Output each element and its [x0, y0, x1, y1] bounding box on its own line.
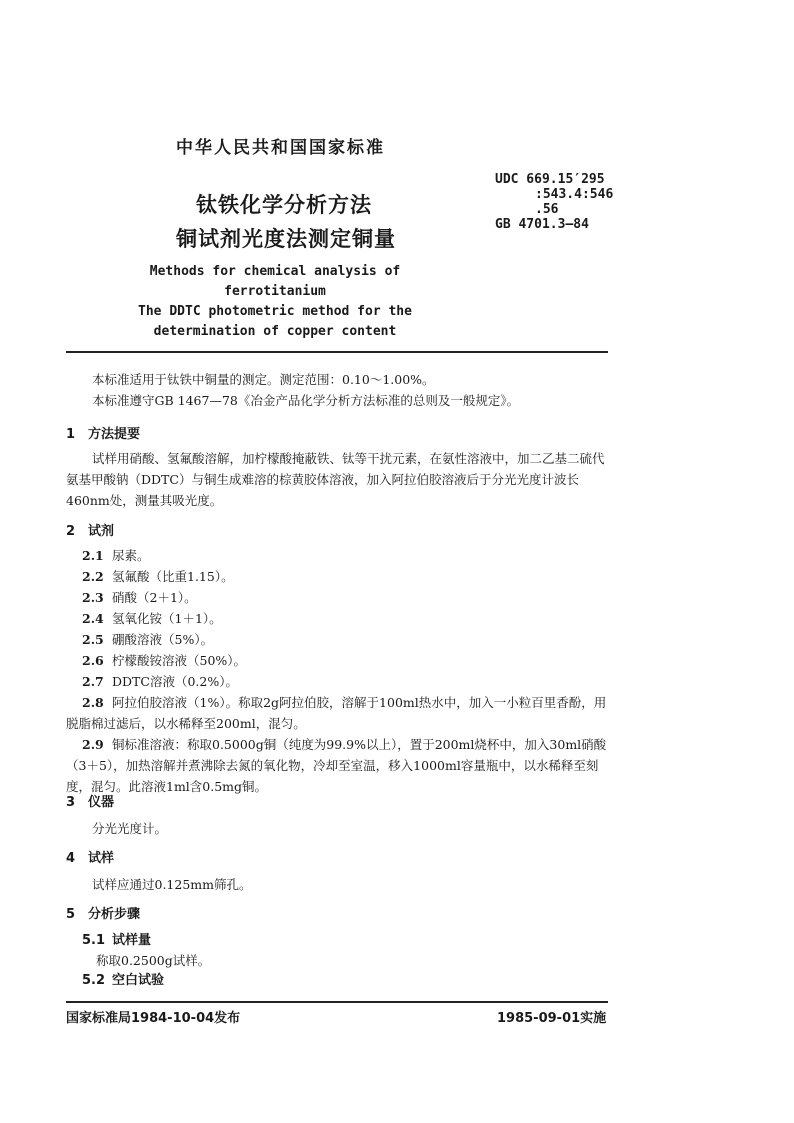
subsection-5-2-number: 5.2 [82, 973, 106, 988]
reagent-item [66, 608, 608, 629]
national-standard-heading: 中华人民共和国国家标准 [176, 138, 385, 158]
footer-divider [66, 1001, 608, 1003]
section-3-title: 仪器 [88, 795, 115, 810]
reagent-number: 2.6 [82, 653, 104, 668]
section-3-text: 分光光度计。 [92, 821, 168, 836]
reagent-text: 氢氧化铵（1＋1）。 [112, 611, 222, 626]
section-5-number: 5 [66, 907, 76, 922]
reagent-number: 2.1 [82, 548, 104, 563]
reagent-item [66, 671, 608, 692]
reagent-number: 2.3 [82, 590, 104, 605]
subsection-5-2-heading [66, 970, 608, 991]
reagent-number: 2.9 [82, 737, 104, 752]
udc-block [495, 172, 613, 232]
reagent-text: DDTC溶液（0.2%）。 [112, 674, 238, 689]
title-zh-line2: 铜试剂光度法测定铜量 [176, 227, 396, 251]
intro-compliance: 本标准遵守GB 1467—78《冶金产品化学分析方法标准的总则及一般规定》。 [92, 393, 520, 408]
subsection-5-2-title: 空白试验 [112, 973, 165, 988]
section-3-number: 3 [66, 795, 76, 810]
reagent-number: 2.2 [82, 569, 104, 584]
reagent-number: 2.8 [82, 695, 104, 710]
section-1-title: 方法提要 [88, 427, 141, 442]
section-2-number: 2 [66, 524, 76, 539]
udc-line1: UDC 669.15′295 [495, 172, 605, 187]
section-3-heading [66, 792, 608, 813]
footer-issued: 国家标准局1984-10-04发布 [66, 1011, 241, 1026]
intro-scope: 本标准适用于钛铁中铜量的测定。测定范围：0.10～1.00%。 [92, 372, 435, 387]
section-1-heading [66, 424, 608, 445]
reagent-number: 2.7 [82, 674, 104, 689]
subsection-5-1-number: 5.1 [82, 933, 106, 948]
title-en-line1: Methods for chemical analysis of ferrotitanium [149, 264, 401, 299]
reagent-text: 柠檬酸铵溶液（50%）。 [112, 653, 247, 668]
reagent-text: 尿素。 [112, 548, 150, 563]
reagent-text: 硼酸溶液（5%）。 [112, 632, 214, 647]
section-4-number: 4 [66, 851, 76, 866]
reagent-item [66, 545, 608, 566]
footer-effective: 1985-09-01实施 [497, 1011, 607, 1026]
section-4-text: 试样应通过0.125mm筛孔。 [92, 877, 252, 892]
reagent-item [66, 629, 608, 650]
reagent-text: 铜标准溶液：称取0.5000g铜（纯度为99.9%以上），置于200ml烧杯中，加入30ml硝酸（3＋5），加热溶解并煮沸除去氮的氧化物，冷却至室温，移入1000ml容量瓶中，以水稀释至刻度，混匀。此溶液1ml含0.5mg铜。 [66, 737, 607, 794]
header-divider [66, 351, 608, 353]
title-en [120, 262, 430, 342]
subsection-5-1-title: 试样量 [112, 933, 152, 948]
reagent-item [66, 587, 608, 608]
section-4-heading [66, 848, 608, 869]
reagent-number: 2.5 [82, 632, 104, 647]
section-1-number: 1 [66, 427, 76, 442]
reagent-item [66, 692, 608, 734]
udc-line2: :543.4:546 [535, 187, 614, 202]
reagent-text: 氢氟酸（比重1.15）。 [112, 569, 234, 584]
section-2-heading [66, 521, 608, 542]
udc-line3: .56 [535, 202, 559, 217]
title-zh-line1: 钛铁化学分析方法 [196, 193, 372, 217]
section-5-title: 分析步骤 [88, 907, 141, 922]
gb-number: GB 4701.3—84 [495, 217, 589, 232]
title-en-line3: determination of copper content [153, 324, 397, 339]
subsection-5-1-text: 称取0.2500g试样。 [96, 953, 211, 968]
section-2-title: 试剂 [88, 524, 115, 539]
reagent-number: 2.4 [82, 611, 104, 626]
subsection-5-1-heading [66, 930, 608, 951]
section-1-text: 试样用硝酸、氢氟酸溶解，加柠檬酸掩蔽铁、钛等干扰元素，在氨性溶液中，加二乙基二硫代氨基甲酸钠（DDTC）与铜生成难溶的棕黄胶体溶液，加入阿拉伯胶溶液后于分光光度计波长460nm处，测量其吸光度。 [66, 451, 605, 508]
reagent-item [66, 734, 608, 797]
title-en-line2: The DDTC photometric method for the [138, 304, 412, 319]
section-4-title: 试样 [88, 851, 115, 866]
section-5-heading [66, 904, 608, 925]
reagent-text: 阿拉伯胶溶液（1%）。称取2g阿拉伯胶，溶解于100ml热水中，加入一小粒百里香酚，用脱脂棉过滤后，以水稀释至200ml，混匀。 [66, 695, 607, 731]
reagent-text: 硝酸（2＋1）。 [112, 590, 197, 605]
reagent-item [66, 650, 608, 671]
reagent-item [66, 566, 608, 587]
